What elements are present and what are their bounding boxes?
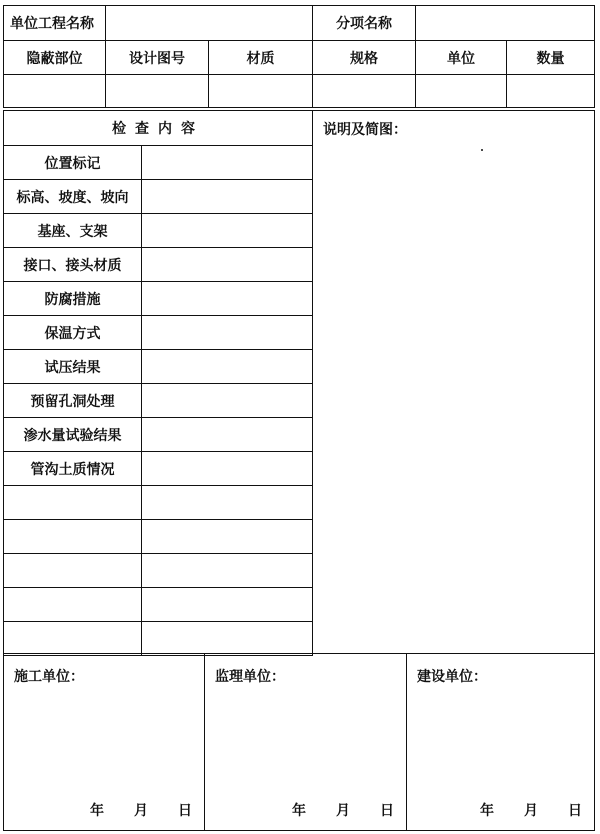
inspection-item-field[interactable] bbox=[141, 451, 313, 486]
inspection-item-field[interactable] bbox=[141, 519, 313, 554]
year-label: 年 bbox=[292, 803, 306, 819]
inspection-item-label: 接口、接头材质 bbox=[3, 247, 142, 282]
inspection-item-field[interactable] bbox=[141, 281, 313, 316]
inspection-item-field[interactable] bbox=[141, 179, 313, 214]
inspection-item-field[interactable] bbox=[141, 213, 313, 248]
signature-label: 施工单位： bbox=[14, 669, 84, 685]
signature-label: 建设单位： bbox=[417, 669, 487, 685]
inspection-item-label: 位置标记 bbox=[3, 145, 142, 180]
inspection-item-label bbox=[3, 553, 142, 588]
quantity-field[interactable] bbox=[506, 74, 595, 108]
month-label: 月 bbox=[336, 803, 350, 819]
inspection-item-label: 防腐措施 bbox=[3, 281, 142, 316]
signature-label: 监理单位： bbox=[215, 669, 285, 685]
day-label: 日 bbox=[568, 803, 582, 819]
inspection-item-field[interactable] bbox=[141, 553, 313, 588]
inspection-item-field[interactable] bbox=[141, 247, 313, 282]
signature-date bbox=[90, 800, 192, 820]
inspection-item-field[interactable] bbox=[141, 621, 313, 656]
inspection-form bbox=[3, 5, 595, 831]
scan-dot bbox=[481, 149, 483, 151]
col-unit: 单位 bbox=[415, 40, 507, 75]
inspection-item-label bbox=[3, 485, 142, 520]
day-label: 日 bbox=[178, 803, 192, 819]
drawing-no-field[interactable] bbox=[105, 74, 209, 108]
col-quantity: 数量 bbox=[506, 40, 595, 75]
signature-date bbox=[292, 800, 394, 820]
signature-block[interactable] bbox=[406, 653, 595, 831]
year-label: 年 bbox=[480, 803, 494, 819]
month-label: 月 bbox=[134, 803, 148, 819]
inspection-item-label: 预留孔洞处理 bbox=[3, 383, 142, 418]
inspection-item-label bbox=[3, 519, 142, 554]
inspection-item-label: 试压结果 bbox=[3, 349, 142, 384]
inspection-item-field[interactable] bbox=[141, 383, 313, 418]
inspection-item-field[interactable] bbox=[141, 145, 313, 180]
material-field[interactable] bbox=[208, 74, 313, 108]
unit-field[interactable] bbox=[415, 74, 507, 108]
inspection-item-field[interactable] bbox=[141, 315, 313, 350]
inspection-item-label bbox=[3, 587, 142, 622]
spec-field[interactable] bbox=[312, 74, 416, 108]
signature-block[interactable] bbox=[204, 653, 407, 831]
signature-date bbox=[480, 800, 582, 820]
inspection-item-field[interactable] bbox=[141, 417, 313, 452]
inspection-item-label: 保温方式 bbox=[3, 315, 142, 350]
sub-item-label: 分项名称 bbox=[312, 5, 416, 41]
description-label: 说明及简图： bbox=[323, 122, 407, 138]
col-location: 隐蔽部位 bbox=[3, 40, 106, 75]
day-label: 日 bbox=[380, 803, 394, 819]
project-name-field[interactable] bbox=[105, 5, 313, 41]
signature-block[interactable] bbox=[3, 653, 205, 831]
inspection-item-field[interactable] bbox=[141, 349, 313, 384]
col-drawing-no: 设计图号 bbox=[105, 40, 209, 75]
description-area[interactable] bbox=[312, 110, 595, 654]
inspection-title: 检查内容 bbox=[3, 110, 313, 146]
inspection-item-field[interactable] bbox=[141, 587, 313, 622]
inspection-item-label bbox=[3, 621, 142, 656]
project-name-label: 单位工程名称 bbox=[3, 5, 106, 41]
year-label: 年 bbox=[90, 803, 104, 819]
inspection-item-field[interactable] bbox=[141, 485, 313, 520]
location-field[interactable] bbox=[3, 74, 106, 108]
month-label: 月 bbox=[524, 803, 538, 819]
col-spec: 规格 bbox=[312, 40, 416, 75]
inspection-item-label: 渗水量试验结果 bbox=[3, 417, 142, 452]
sub-item-field[interactable] bbox=[415, 5, 595, 41]
inspection-item-label: 管沟土质情况 bbox=[3, 451, 142, 486]
inspection-item-label: 基座、支架 bbox=[3, 213, 142, 248]
col-material: 材质 bbox=[208, 40, 313, 75]
inspection-item-label: 标高、坡度、坡向 bbox=[3, 179, 142, 214]
